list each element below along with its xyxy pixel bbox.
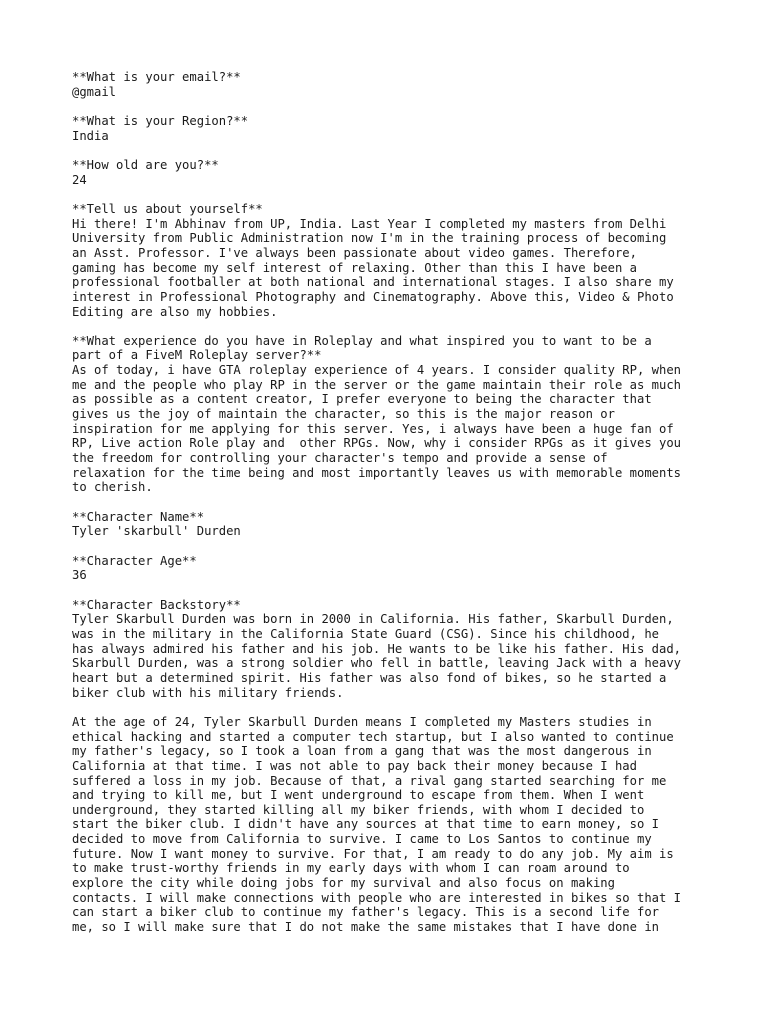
text-line: heart but a determined spirit. His father was also fond of bikes, so he started a [72, 670, 667, 685]
text-line: biker club with his military friends. [72, 685, 344, 700]
text-line: start the biker club. I didn't have any sources at that time to earn money, so I [72, 817, 659, 832]
text-line: an Asst. Professor. I've always been passionate about video games. Therefore, [72, 245, 637, 260]
text-line: Editing are also my hobbies. [72, 304, 278, 319]
text-line: professional footballer at both national and international stages. I also share my [72, 275, 674, 290]
text-line: India [72, 128, 109, 143]
text-line: can start a biker club to continue my father's legacy. This is a second life for [72, 905, 659, 920]
text-line: my father's legacy, so I took a loan from a gang that was the most dangerous in [72, 744, 652, 759]
text-line: the freedom for controlling your character's tempo and provide a sense of [72, 451, 608, 466]
blank-line [72, 187, 712, 202]
text-line: me and the people who play RP in the server or the game maintain their role as much [72, 377, 682, 392]
text-line: explore the city while doing jobs for my survival and also focus on making [72, 876, 615, 891]
blank-line [72, 319, 712, 334]
text-line: 24 [72, 172, 87, 187]
question-heading: **Character Age** [72, 553, 197, 568]
blank-line [72, 495, 712, 510]
text-line: @gmail [72, 84, 117, 99]
question-heading: part of a FiveM Roleplay server?** [72, 348, 322, 363]
question-heading: **Tell us about yourself** [72, 201, 263, 216]
text-line: As of today, i have GTA roleplay experience of 4 years. I consider quality RP, when [72, 363, 682, 378]
text-line: me, so I will make sure that I do not make the same mistakes that I have done in [72, 920, 659, 935]
blank-line [72, 700, 712, 715]
question-heading: **Character Backstory** [72, 597, 241, 612]
text-line: At the age of 24, Tyler Skarbull Durden means I completed my Masters studies in [72, 714, 652, 729]
text-line: 36 [72, 568, 87, 583]
blank-line [72, 143, 712, 158]
question-heading: **Character Name** [72, 509, 205, 524]
text-line: was in the military in the California State Guard (CSG). Since his childhood, he [72, 626, 659, 641]
text-line: underground, they started killing all my biker friends, with whom I decided to [72, 802, 645, 817]
text-line: to cherish. [72, 480, 153, 495]
text-line: interest in Professional Photography and Cinematography. Above this, Video & Photo [72, 289, 674, 304]
question-heading: **What is your Region?** [72, 113, 249, 128]
text-line: RP, Live action Role play and other RPGs. Now, why i consider RPGs as it gives you [72, 436, 682, 451]
text-line: as possible as a content creator, I prefer everyone to being the character that [72, 392, 652, 407]
text-line: University from Public Administration now I'm in the training process of becoming [72, 231, 667, 246]
text-line: Skarbull Durden, was a strong soldier who fell in battle, leaving Jack with a heavy [72, 656, 682, 671]
question-heading: **What is your email?** [72, 70, 241, 84]
blank-line [72, 99, 712, 114]
text-line: gives us the joy of maintain the character, so this is the major reason or [72, 407, 615, 422]
text-line: relaxation for the time being and most importantly leaves us with memorable moments [72, 465, 682, 480]
text-line: Hi there! I'm Abhinav from UP, India. Last Year I completed my masters from Delhi [72, 216, 667, 231]
text-line: Tyler Skarbull Durden was born in 2000 in California. His father, Skarbull Durden, [72, 612, 674, 627]
text-line: and trying to kill me, but I went underground to escape from them. When I went [72, 788, 645, 803]
text-line: California at that time. I was not able to pay back their money because I had [72, 758, 637, 773]
document-page [72, 70, 712, 935]
text-line: Tyler 'skarbull' Durden [72, 524, 241, 539]
question-heading: **What experience do you have in Roleplay and what inspired you to want to be a [72, 333, 652, 348]
text-line: has always admired his father and his job. He wants to be like his father. His dad, [72, 641, 682, 656]
text-line: inspiration for me applying for this server. Yes, i always have been a huge fan of [72, 421, 674, 436]
text-line: decided to move from California to survive. I came to Los Santos to continue my [72, 832, 652, 847]
blank-line [72, 583, 712, 598]
text-line: future. Now I want money to survive. For that, I am ready to do any job. My aim is [72, 846, 674, 861]
text-line: gaming has become my self interest of relaxing. Other than this I have been a [72, 260, 637, 275]
question-heading: **How old are you?** [72, 157, 219, 172]
text-line: suffered a loss in my job. Because of that, a rival gang started searching for me [72, 773, 667, 788]
text-line: contacts. I will make connections with people who are interested in bikes so that I [72, 890, 682, 905]
text-line: to make trust-worthy friends in my early days with whom I can roam around to [72, 861, 630, 876]
text-line: ethical hacking and started a computer tech startup, but I also wanted to continue [72, 729, 674, 744]
blank-line [72, 539, 712, 554]
